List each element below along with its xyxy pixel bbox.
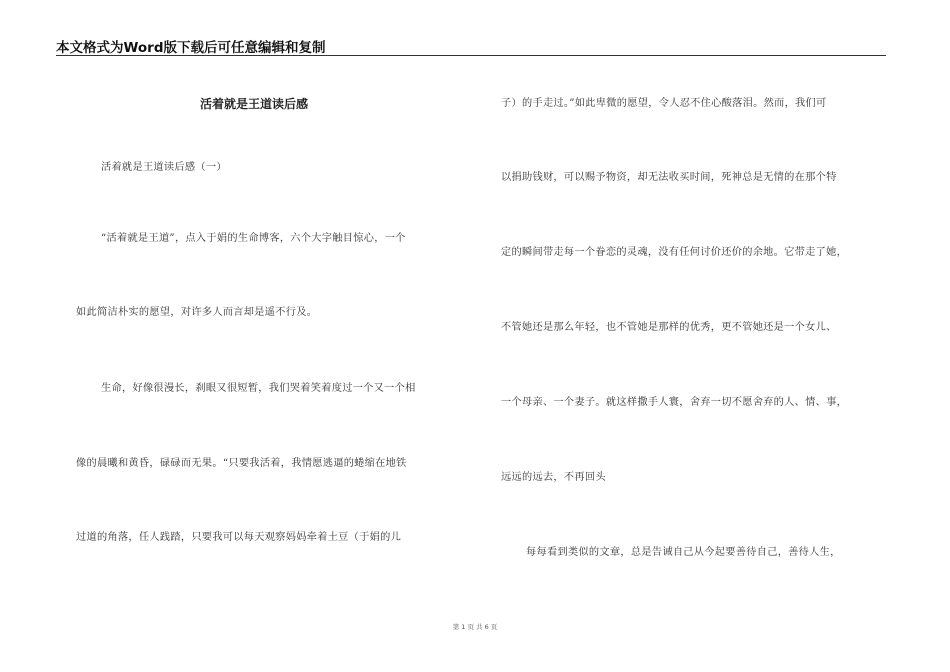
left-line-1: 活着就是王道读后感（一） (101, 162, 227, 173)
right-line-4: 不管她还是那么年轻，也不管她是那样的优秀，更不管她还是一个女儿、 (501, 322, 837, 333)
right-line-5: 一个母亲、一个妻子。就这样撒手人寰，舍弃一切不愿舍弃的人、情、事， (501, 397, 848, 408)
right-line-7: 每每看到类似的文章，总是告诫自己从今起要善待自己，善待人生， (526, 547, 841, 558)
left-line-4: 生命，好像很漫长，刹眼又很短暂，我们哭着笑着度过一个又一个相 (101, 383, 416, 394)
right-line-6: 远远的远去，不再回头 (501, 472, 606, 483)
right-line-2: 以捐助钱财，可以赐予物资，却无法收买时间，死神总是无情的在那个特 (501, 172, 837, 183)
page-number-footer: 第 1 页 共 6 页 (452, 623, 498, 631)
left-line-2: “活着就是王道”，点入于娟的生命博客，六个大字触目惊心，一个 (101, 233, 406, 244)
left-line-6: 过道的角落，任人践踏，只要我可以每天观察妈妈牵着土豆（于娟的儿 (76, 532, 402, 543)
header-rule (56, 55, 886, 57)
left-line-5: 像的晨曦和黄昏，碌碌而无果。“只要我活着，我情愿逃逼的蜷缩在地铁 (76, 458, 407, 469)
left-line-3: 如此简洁朴实的愿望，对许多人而言却是遥不行及。 (76, 307, 318, 318)
right-line-3: 定的瞬间带走每一个眷恋的灵魂，没有任何讨价还价的余地。它带走了她， (501, 247, 848, 258)
document-header-text: 本文格式为Word版下载后可任意编辑和复制 (56, 40, 326, 56)
page-title: 活着就是王道读后感 (200, 97, 309, 111)
right-line-1: 子）的手走过。”如此卑微的愿望，令人忍不住心酸落泪。然而，我们可 (501, 98, 827, 109)
